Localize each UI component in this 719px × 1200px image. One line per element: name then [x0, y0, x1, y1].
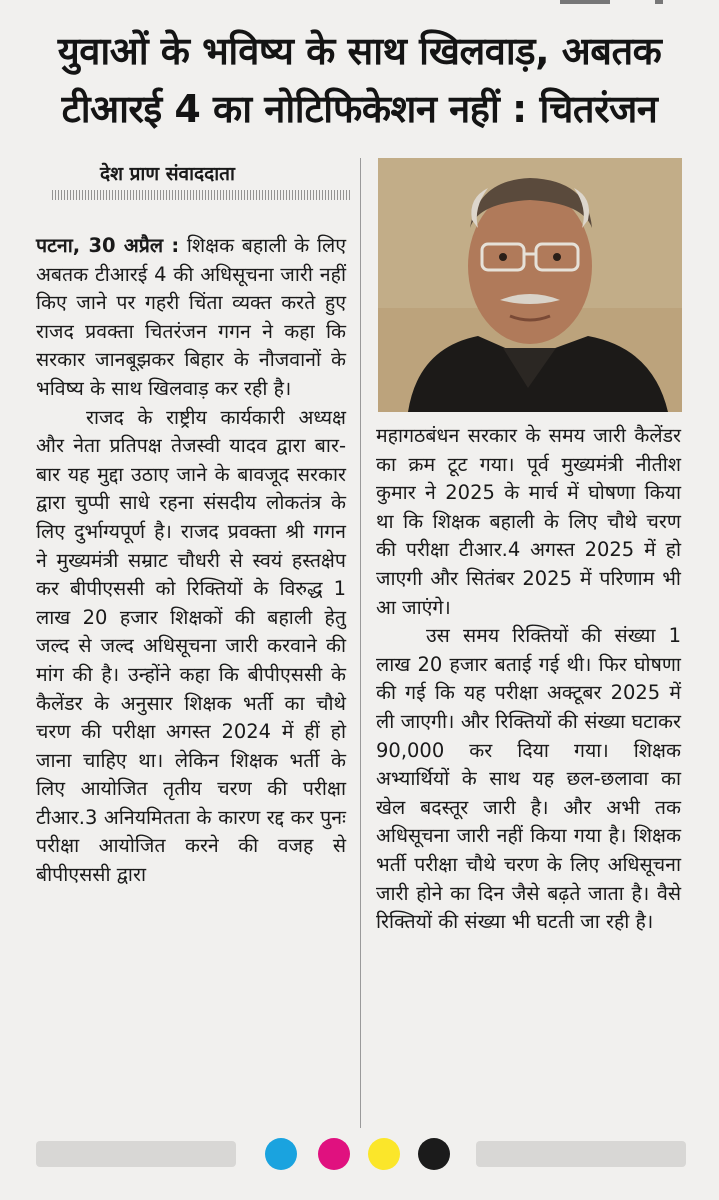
right-paragraph-2: उस समय रिक्तियों की संख्या 1 लाख 20 हजार बताई गई थी। फिर घोषणा की गई कि यह परीक्षा अक्टूबर 2025 में ली जाएगी। और रिक्तियों की संख्या घटाकर 90,000 कर दिया गया। शिक्षक अभ्यार्थियों के साथ यह छल-छलावा का खेल बदस्तूर जारी है। और अभी तक अधिसूचना जारी नहीं किया गया है। शिक्षक भर्ती परीक्षा चौथे चरण के लिए अधिसूचना जारी होने का दिन जैसे बढ़ते जाता है। वैसे रिक्तियों की संख्या भी घटती जा रही है। [376, 624, 681, 934]
left-column [36, 232, 346, 890]
top-edge-marks [560, 0, 680, 6]
cyan-dot [265, 1138, 297, 1170]
left-paragraph-1-text: शिक्षक बहाली के लिए अबतक टीआरई 4 की अधिसूचना जारी नहीं किए जाने पर गहरी चिंता व्यक्त करते हुए राजद प्रवक्ता चितरंजन गगन ने कहा कि सरकार जानबूझकर बिहार के नौजवानों के भविष्य के साथ खिलवाड़ कर रही है। [36, 234, 346, 400]
headline-line-1: युवाओं के भविष्य के साथ खिलवाड़, अबतक [57, 29, 662, 73]
magenta-dot [318, 1138, 350, 1170]
registration-bar-left [36, 1141, 236, 1167]
registration-bar-right [476, 1141, 686, 1167]
print-color-registration-bar [36, 1138, 686, 1170]
headline-line-2: टीआरई 4 का नोटिफिकेशन नहीं : चितरंजन [61, 87, 658, 131]
headline [0, 22, 719, 138]
byline: देश प्राण संवाददाता [100, 163, 235, 185]
yellow-dot [368, 1138, 400, 1170]
left-paragraph-1 [36, 232, 346, 404]
portrait-illustration [378, 158, 682, 412]
byline-underline [52, 190, 352, 200]
spokesperson-photo [378, 158, 682, 412]
right-paragraph-1: महागठबंधन सरकार के समय जारी कैलेंडर का क्रम टूट गया। पूर्व मुख्यमंत्री नीतीश कुमार ने 2025 के मार्च में घोषणा किया था कि शिक्षक बहाली के लिए चौथे चरण की परीक्षा टीआर.4 अगस्त 2025 में हो जाएगी और सितंबर 2025 में परिणाम भी आ जाएंगे। [376, 424, 681, 619]
left-paragraph-2: राजद के राष्ट्रीय कार्यकारी अध्यक्ष और नेता प्रतिपक्ष तेजस्वी यादव द्वारा बार-बार यह मुद्दा उठाए जाने के बावजूद सरकार द्वारा चुप्पी साधे रहना संसदीय लोकतंत्र के लिए दुर्भाग्यपूर्ण है। राजद प्रवक्ता श्री गगन ने मुख्यमंत्री सम्राट चौधरी से स्वयं हस्तक्षेप कर बीपीएससी को रिक्तियों के विरुद्ध 1 लाख 20 हजार शिक्षकों की बहाली हेतु जल्द से जल्द अधिसूचना जारी करवाने की मांग की है। उन्होंने कहा कि बीपीएससी के कैलेंडर के अनुसार शिक्षक भर्ती का चौथे चरण की परीक्षा अगस्त 2024 में हीं हो जाना चाहिए था। लेकिन शिक्षक भर्ती के लिए आयोजित तृतीय चरण की परीक्षा टीआर.3 अनियमितता के कारण रद्द कर पुनः परीक्षा आयोजित करने की वजह से बीपीएससी द्वारा [36, 405, 346, 887]
column-divider [360, 158, 361, 1128]
dateline: पटना, 30 अप्रैल : [36, 234, 180, 257]
black-dot [418, 1138, 450, 1170]
right-column [376, 422, 681, 937]
